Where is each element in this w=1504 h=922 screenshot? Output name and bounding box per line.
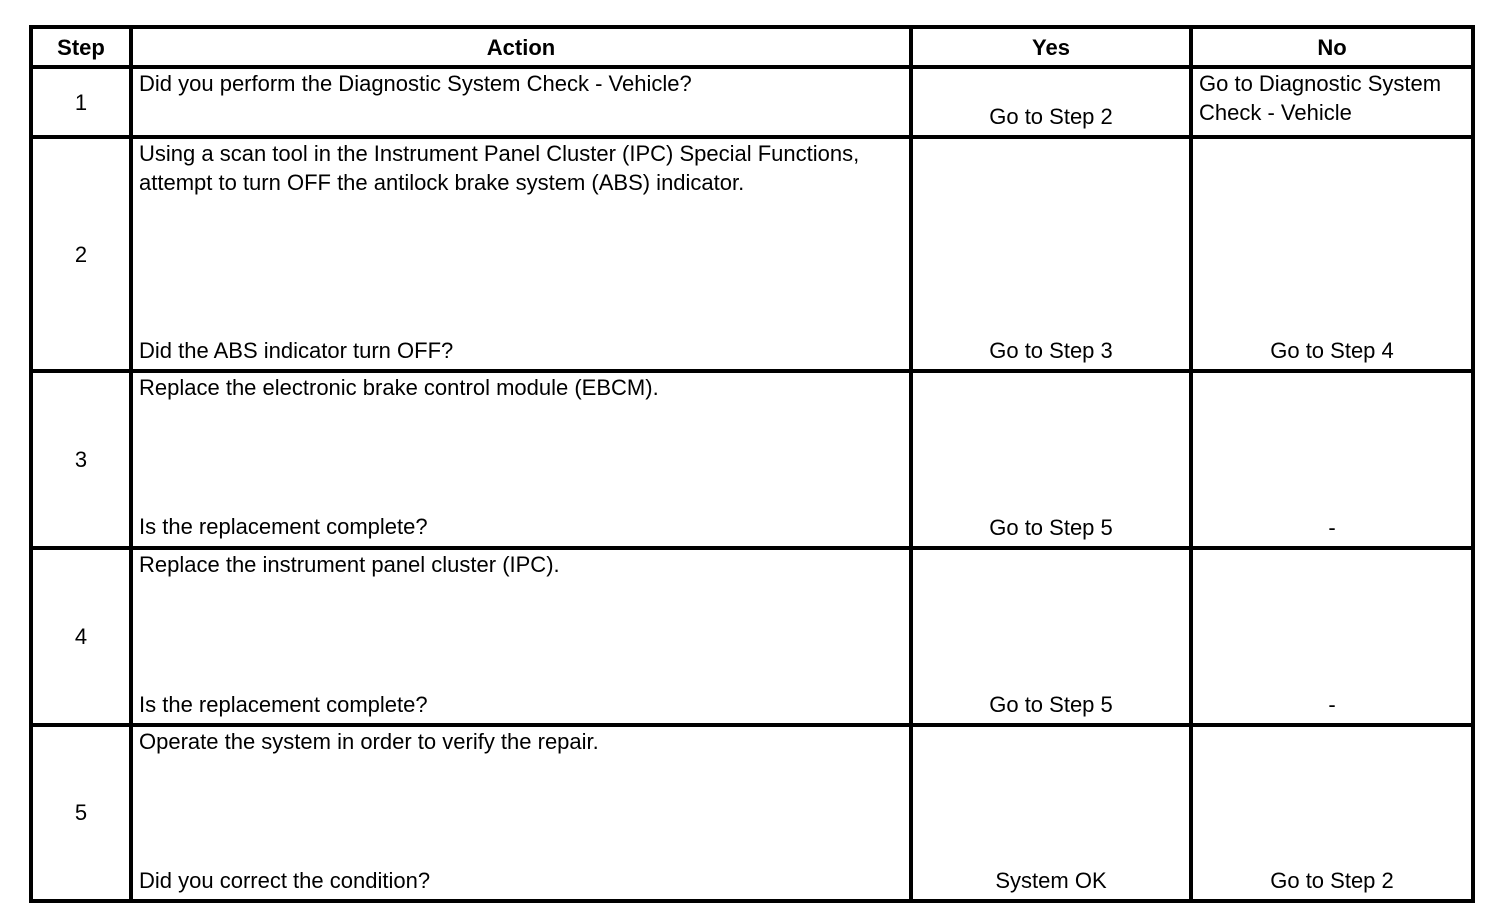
header-action: Action [131, 27, 911, 67]
table-row [31, 67, 1473, 137]
step-number: 5 [31, 725, 131, 901]
diagnostic-table [29, 25, 1475, 903]
action-text: Using a scan tool in the Instrument Panel Cluster (IPC) Special Functions, attempt to turn OFF the antilock brake system (ABS) indicator. [139, 141, 860, 196]
action-cell [131, 137, 911, 371]
table-row [31, 548, 1473, 725]
step-number: 3 [31, 371, 131, 547]
yes-cell: System OK [911, 725, 1191, 901]
no-cell: Go to Step 2 [1191, 725, 1473, 901]
action-cell [131, 67, 911, 137]
step-number: 4 [31, 548, 131, 725]
no-cell: - [1191, 371, 1473, 547]
action-question: Is the replacement complete? [139, 691, 428, 717]
action-text: Did you perform the Diagnostic System Check - Vehicle? [139, 71, 692, 96]
header-yes: Yes [911, 27, 1191, 67]
action-question: Did you correct the condition? [139, 867, 431, 893]
no-cell: - [1191, 548, 1473, 725]
action-cell [131, 725, 911, 901]
yes-cell: Go to Step 5 [911, 548, 1191, 725]
no-cell: Go to Diagnostic System Check - Vehicle [1191, 67, 1473, 137]
action-question: Is the replacement complete? [139, 514, 428, 540]
yes-cell: Go to Step 5 [911, 371, 1191, 547]
header-no: No [1191, 27, 1473, 67]
yes-cell: Go to Step 2 [911, 67, 1191, 137]
action-text: Operate the system in order to verify the repair. [139, 728, 599, 754]
table-row [31, 137, 1473, 371]
action-text: Replace the electronic brake control module (EBCM). [139, 375, 659, 401]
action-cell [131, 548, 911, 725]
no-cell: Go to Step 4 [1191, 137, 1473, 371]
action-question: Did the ABS indicator turn OFF? [139, 338, 454, 364]
step-number: 2 [31, 137, 131, 371]
action-cell [131, 371, 911, 547]
table-row [31, 725, 1473, 901]
step-number: 1 [31, 67, 131, 137]
header-row [31, 27, 1473, 67]
table-row [31, 371, 1473, 547]
yes-cell: Go to Step 3 [911, 137, 1191, 371]
action-text: Replace the instrument panel cluster (IPC). [139, 551, 560, 577]
header-step: Step [31, 27, 131, 67]
